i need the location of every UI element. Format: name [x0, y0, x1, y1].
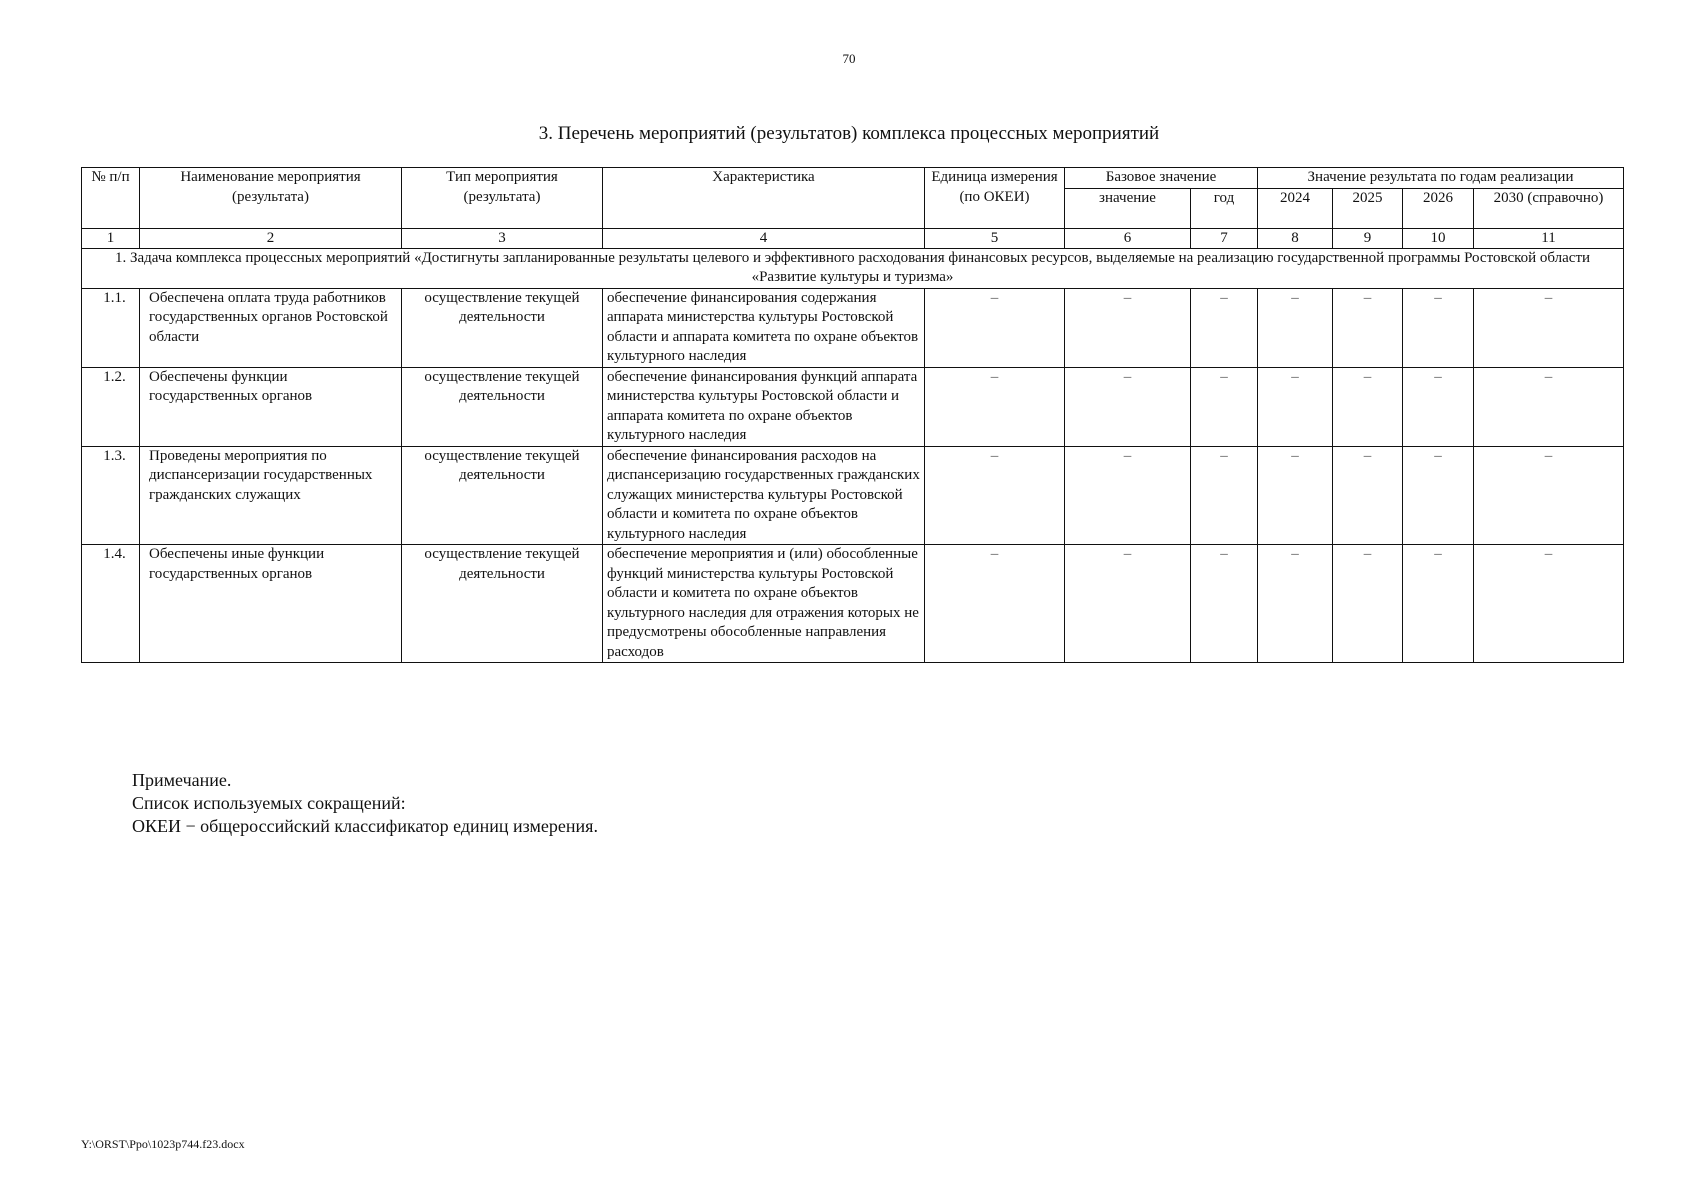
header-base-group: Базовое значение: [1065, 168, 1258, 189]
column-number: 11: [1474, 228, 1624, 248]
header-unit: Единица измерения (по ОКЕИ): [925, 168, 1065, 229]
row-2026: –: [1403, 288, 1474, 367]
row-2026: –: [1403, 545, 1474, 663]
row-base-value: –: [1065, 367, 1191, 446]
row-2024: –: [1258, 545, 1333, 663]
column-number: 4: [603, 228, 925, 248]
header-row-1: [82, 168, 1624, 189]
row-name: Проведены мероприятия по диспансеризации государственных гражданских служащих: [140, 446, 402, 545]
row-name: Обеспечена оплата труда работников государственных органов Ростовской области: [140, 288, 402, 367]
row-unit: –: [925, 367, 1065, 446]
header-year-2026: 2026: [1403, 188, 1474, 228]
row-type: осуществление текущей деятельности: [402, 446, 603, 545]
row-number: 1.2.: [82, 367, 140, 446]
row-characteristic: обеспечение финансирования расходов на диспансеризацию государственных гражданских служащих министерства культуры Ростовской области и комитета по охране объектов культурного наследия: [603, 446, 925, 545]
header-year-2025: 2025: [1333, 188, 1403, 228]
row-base-year: –: [1191, 288, 1258, 367]
column-number: 7: [1191, 228, 1258, 248]
column-number: 10: [1403, 228, 1474, 248]
row-2025: –: [1333, 446, 1403, 545]
header-no: № п/п: [82, 168, 140, 229]
header-name: Наименование мероприятия (результата): [140, 168, 402, 229]
row-2030: –: [1474, 288, 1624, 367]
row-base-year: –: [1191, 446, 1258, 545]
row-2025: –: [1333, 288, 1403, 367]
row-unit: –: [925, 288, 1065, 367]
column-number: 1: [82, 228, 140, 248]
note-heading: Примечание.: [132, 770, 232, 790]
row-name: Обеспечены иные функции государственных органов: [140, 545, 402, 663]
column-number: 5: [925, 228, 1065, 248]
row-2030: –: [1474, 446, 1624, 545]
row-type: осуществление текущей деятельности: [402, 367, 603, 446]
table-row: [82, 545, 1624, 663]
row-2026: –: [1403, 367, 1474, 446]
column-number: 6: [1065, 228, 1191, 248]
row-number: 1.1.: [82, 288, 140, 367]
abbreviations-heading: Список используемых сокращений:: [132, 793, 406, 813]
row-number: 1.3.: [82, 446, 140, 545]
row-base-value: –: [1065, 288, 1191, 367]
row-characteristic: обеспечение финансирования содержания аппарата министерства культуры Ростовской области и аппарата комитета по охране объектов культурного наследия: [603, 288, 925, 367]
column-number: 8: [1258, 228, 1333, 248]
abbreviation-okei: ОКЕИ − общероссийский классификатор единиц измерения.: [132, 816, 598, 836]
row-base-year: –: [1191, 545, 1258, 663]
table-row: [82, 446, 1624, 545]
header-years-group: Значение результата по годам реализации: [1258, 168, 1624, 189]
row-2030: –: [1474, 367, 1624, 446]
file-path-footer: Y:\ORST\Ppo\1023p744.f23.docx: [81, 1137, 245, 1151]
row-characteristic: обеспечение финансирования функций аппарата министерства культуры Ростовской области и аппарата комитета по охране объектов культурного наследия: [603, 367, 925, 446]
header-type: Тип мероприятия (результата): [402, 168, 603, 229]
row-2024: –: [1258, 367, 1333, 446]
row-2025: –: [1333, 545, 1403, 663]
row-2024: –: [1258, 446, 1333, 545]
row-name: Обеспечены функции государственных органов: [140, 367, 402, 446]
task-row: [82, 248, 1624, 288]
page-number: 70: [842, 51, 856, 66]
column-number: 2: [140, 228, 402, 248]
row-type: осуществление текущей деятельности: [402, 545, 603, 663]
column-number: 3: [402, 228, 603, 248]
header-characteristic: Характеристика: [603, 168, 925, 229]
row-number: 1.4.: [82, 545, 140, 663]
header-year-2024: 2024: [1258, 188, 1333, 228]
row-unit: –: [925, 446, 1065, 545]
column-number: 9: [1333, 228, 1403, 248]
row-2025: –: [1333, 367, 1403, 446]
header-base-value: значение: [1065, 188, 1191, 228]
measures-table: [81, 167, 1624, 663]
column-numbers-row: [82, 228, 1624, 248]
section-title: 3. Перечень мероприятий (результатов) комплекса процессных мероприятий: [538, 123, 1160, 144]
row-type: осуществление текущей деятельности: [402, 288, 603, 367]
table-row: [82, 367, 1624, 446]
table-row: [82, 288, 1624, 367]
notes-block: [132, 769, 598, 838]
row-characteristic: обеспечение мероприятия и (или) обособленные функций министерства культуры Ростовской области и комитета по охране объектов культурного наследия для отражения которых не предусмотрены обособленные направления расходов: [603, 545, 925, 663]
row-2026: –: [1403, 446, 1474, 545]
header-base-year: год: [1191, 188, 1258, 228]
row-base-value: –: [1065, 446, 1191, 545]
row-base-value: –: [1065, 545, 1191, 663]
row-base-year: –: [1191, 367, 1258, 446]
row-unit: –: [925, 545, 1065, 663]
task-text: 1. Задача комплекса процессных мероприятий «Достигнуты запланированные результаты целевого и эффективного расходования финансовых ресурсов, выделяемые на реализацию государственной программы Ростовской области «Развитие культуры и туризма»: [82, 248, 1624, 288]
header-year-2030: 2030 (справочно): [1474, 188, 1624, 228]
row-2030: –: [1474, 545, 1624, 663]
row-2024: –: [1258, 288, 1333, 367]
